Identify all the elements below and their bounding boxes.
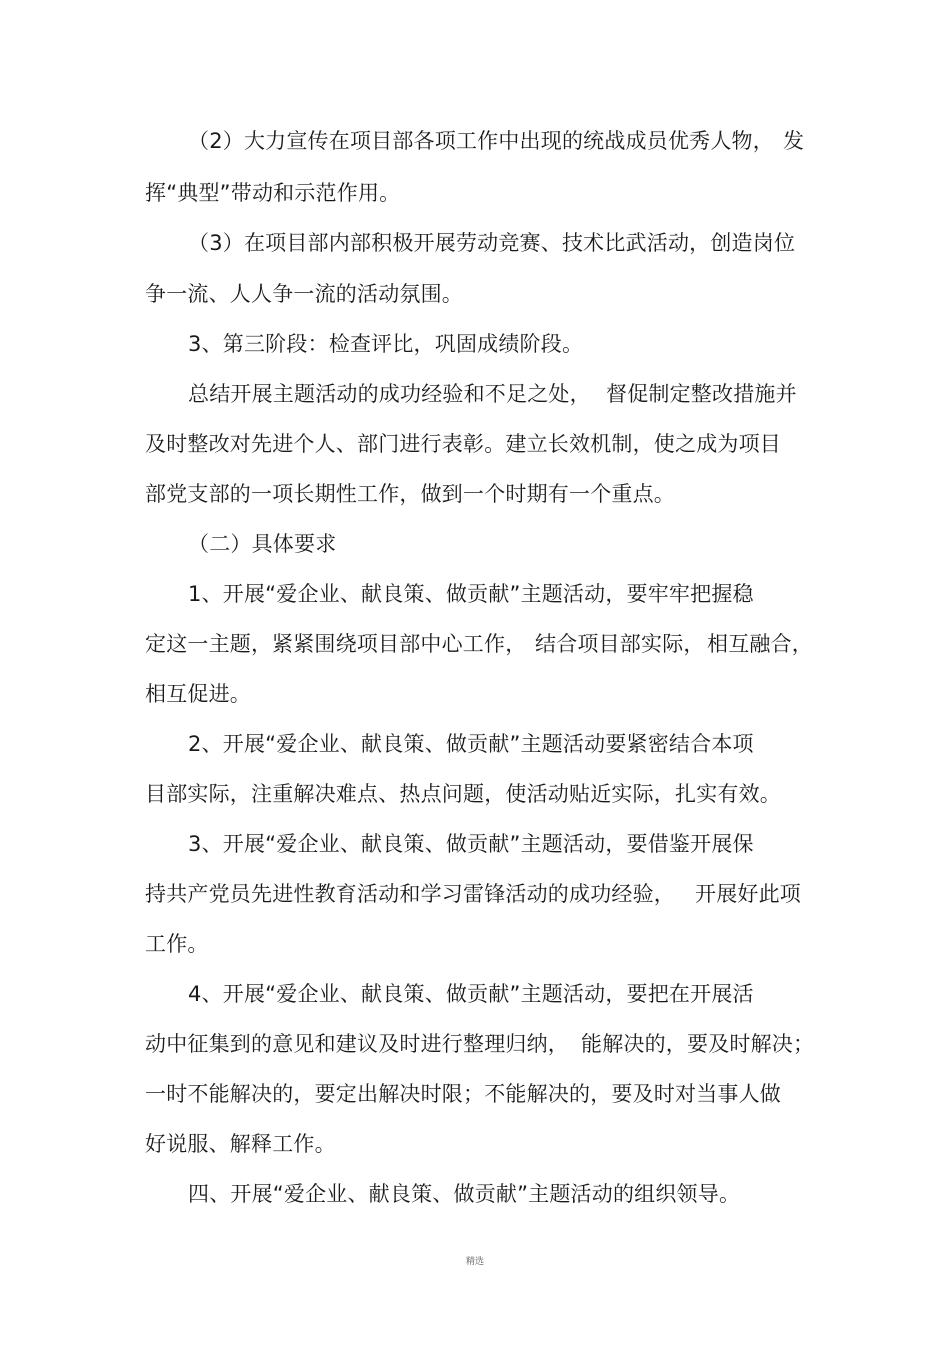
line-11c: 结合项目部实际，	[535, 632, 705, 656]
line-10: 1、开展“爱企业、献良策、做贡献”主题活动，要牢牢把握稳	[188, 582, 754, 606]
line-9: （二）具体要求	[188, 532, 337, 556]
line-16a: 持共产党员先进性教育活动和学习雷锋活动的成功经验，	[145, 882, 675, 906]
line-2: 挥“典型”带动和示范作用。	[145, 181, 401, 205]
line-5: 3、第三阶段：检查评比，巩固成绩阶段。	[188, 332, 584, 356]
line-6b: 督促制定整改措施并	[606, 382, 797, 406]
line-1b: 发	[783, 129, 805, 153]
line-6a: 总结开展主题活动的成功经验和不足之处，	[188, 382, 591, 406]
line-13: 2、开展“爱企业、献良策、做贡献”主题活动要紧密结合本项	[188, 732, 754, 756]
line-7: 及时整改对先进个人、部门进行表彰。建立长效机制，使之成为项目	[145, 432, 781, 456]
line-19b: 能解决的，要及时解决；	[581, 1032, 815, 1056]
line-8: 部党支部的一项长期性工作，做到一个时期有一个重点。	[145, 482, 675, 506]
line-17: 工作。	[145, 932, 209, 956]
line-19a: 动中征集到的意见和建议及时进行整理归纳，	[145, 1032, 569, 1056]
line-1a: （2）大力宣传在项目部各项工作中出现的统战成员优秀人物，	[188, 129, 774, 153]
line-16b: 开展好此项	[695, 882, 801, 906]
line-4: 争一流、人人争一流的活动氛围。	[145, 282, 463, 306]
line-11b: 紧紧围绕项目部中心工作，	[272, 632, 527, 656]
line-15: 3、开展“爱企业、献良策、做贡献”主题活动，要借鉴开展保	[188, 832, 754, 856]
line-11d: 相互融合，	[707, 632, 813, 656]
line-22: 四、开展“爱企业、献良策、做贡献”主题活动的组织领导。	[188, 1182, 741, 1206]
page-footer: 精选	[465, 1257, 484, 1267]
line-12: 相互促进。	[145, 682, 251, 706]
line-14: 目部实际，注重解决难点、热点问题，使活动贴近实际，扎实有效。	[145, 782, 781, 806]
line-18: 4、开展“爱企业、献良策、做贡献”主题活动，要把在开展活	[188, 982, 754, 1006]
line-11a: 定这一主题，	[145, 632, 273, 656]
line-21: 好说服、解释工作。	[145, 1132, 336, 1156]
line-20: 一时不能解决的，要定出解决时限；不能解决的，要及时对当事人做	[145, 1082, 781, 1106]
line-3: （3）在项目部内部积极开展劳动竞赛、技术比武活动，创造岗位	[188, 231, 796, 255]
